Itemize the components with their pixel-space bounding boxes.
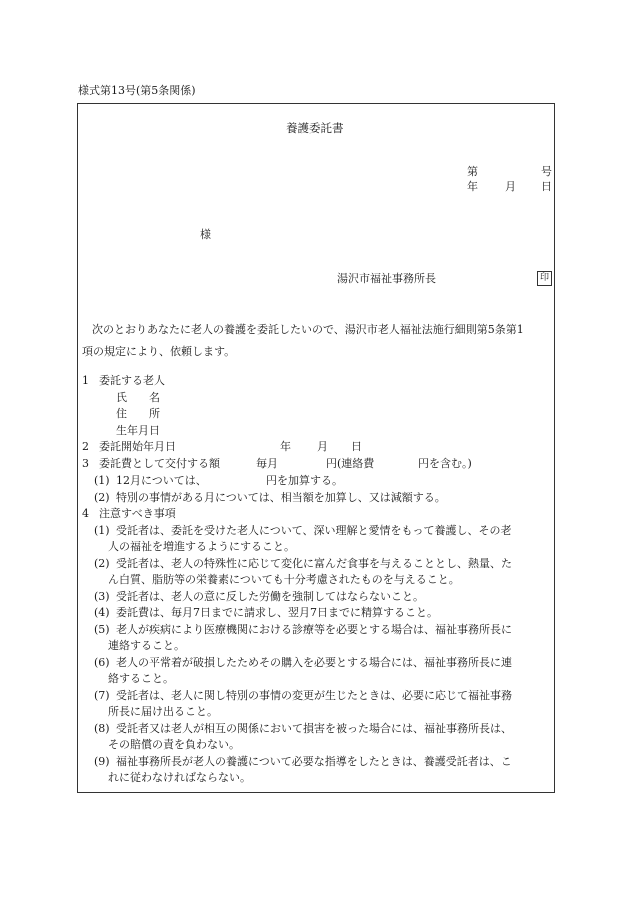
item-1-number: 1 <box>82 374 89 387</box>
document-number-suffix: 号 <box>541 165 552 178</box>
item-2-number: 2 <box>82 440 89 453</box>
addressee-honorific: 様 <box>200 228 211 241</box>
item-1-name-field: 氏 名 <box>116 391 160 404</box>
note-6-number: (6) <box>94 656 110 669</box>
intro-line-2: 項の規定により、依頼します。 <box>82 345 236 358</box>
item-3-label: 委託費として交付する額 <box>99 457 220 470</box>
item-3-sub-2-number: (2) <box>94 491 110 504</box>
note-2-line-2: ん白質、脂肪等の栄養素についても十分考慮されたものを与えること。 <box>108 573 460 586</box>
note-2-number: (2) <box>94 557 110 570</box>
note-4-line-1: 委託費は、毎月7日までに請求し、翌月7日までに精算すること。 <box>116 606 438 619</box>
document-title: 養護委託書 <box>286 121 344 135</box>
issue-date-day: 日 <box>541 180 552 193</box>
item-2-year: 年 <box>280 440 291 453</box>
item-3-sub-1-number: (1) <box>94 474 110 487</box>
intro-line-1: 次のとおりあなたに老人の養護を委託したいので、湯沢市老人福祉法施行細則第5条第1 <box>92 323 524 336</box>
note-4-number: (4) <box>94 606 110 619</box>
note-7-line-1: 受託者は、老人に関し特別の事情の変更が生じたときは、必要に応じて福祉事務 <box>116 689 512 702</box>
note-8-line-2: その賠償の責を負わない。 <box>108 738 240 751</box>
note-5-line-2: 連絡すること。 <box>108 639 185 652</box>
item-2-label: 委託開始年月日 <box>99 440 176 453</box>
note-3-number: (3) <box>94 590 110 603</box>
issue-date-month: 月 <box>505 180 516 193</box>
note-1-number: (1) <box>94 524 110 537</box>
item-2-month: 月 <box>317 440 328 453</box>
note-9-line-2: れに従わなければならない。 <box>108 771 251 784</box>
seal-stamp: 印 <box>537 271 552 286</box>
item-4-number: 4 <box>82 507 89 520</box>
note-2-line-1: 受託者は、老人の特殊性に応じて変化に富んだ食事を与えることとし、熱量、た <box>116 557 512 570</box>
note-8-number: (8) <box>94 722 110 735</box>
note-9-line-1: 福祉事務所長が老人の養護について必要な指導をしたときは、養護受託者は、こ <box>116 755 512 768</box>
document-number-label: 第 <box>467 165 478 178</box>
note-5-line-1: 老人が疾病により医療機関における診療等を必要とする場合は、福祉事務所長に <box>116 623 512 636</box>
item-3-yen-included: 円を含む。) <box>418 457 472 470</box>
note-6-line-2: 絡すること。 <box>108 672 174 685</box>
item-1-birthdate-field: 生年月日 <box>116 424 160 437</box>
item-4-label: 注意すべき事項 <box>99 507 176 520</box>
issuer-name: 湯沢市福祉事務所長 <box>337 272 436 285</box>
item-3-monthly: 毎月 <box>256 457 278 470</box>
note-7-number: (7) <box>94 689 110 702</box>
item-1-address-field: 住 所 <box>116 407 160 420</box>
item-3-sub-1-text-end: 円を加算する。 <box>266 474 343 487</box>
note-6-line-1: 老人の平常着が破損したためその購入を必要とする場合には、福祉事務所長に連 <box>116 656 512 669</box>
form-number: 様式第13号(第5条関係) <box>78 84 196 97</box>
issue-date-year: 年 <box>467 180 478 193</box>
note-9-number: (9) <box>94 755 110 768</box>
item-3-sub-1-text: 12月については、 <box>116 474 207 487</box>
item-3-number: 3 <box>82 457 89 470</box>
item-3-sub-2-text: 特別の事情がある月については、相当額を加算し、又は減額する。 <box>116 491 446 504</box>
note-5-number: (5) <box>94 623 110 636</box>
note-7-line-2: 所長に届け出ること。 <box>108 705 218 718</box>
note-1-line-2: 人の福祉を増進するようにすること。 <box>108 540 295 553</box>
item-1-label: 委託する老人 <box>99 374 165 387</box>
item-2-day: 日 <box>351 440 362 453</box>
item-3-yen: 円(連絡費 <box>326 457 375 470</box>
note-3-line-1: 受託者は、老人の意に反した労働を強制してはならないこと。 <box>116 590 424 603</box>
note-1-line-1: 受託者は、委託を受けた老人について、深い理解と愛情をもって養護し、その老 <box>116 524 512 537</box>
note-8-line-1: 受託者又は老人が相互の関係において損害を被った場合には、福祉事務所長は、 <box>116 722 512 735</box>
